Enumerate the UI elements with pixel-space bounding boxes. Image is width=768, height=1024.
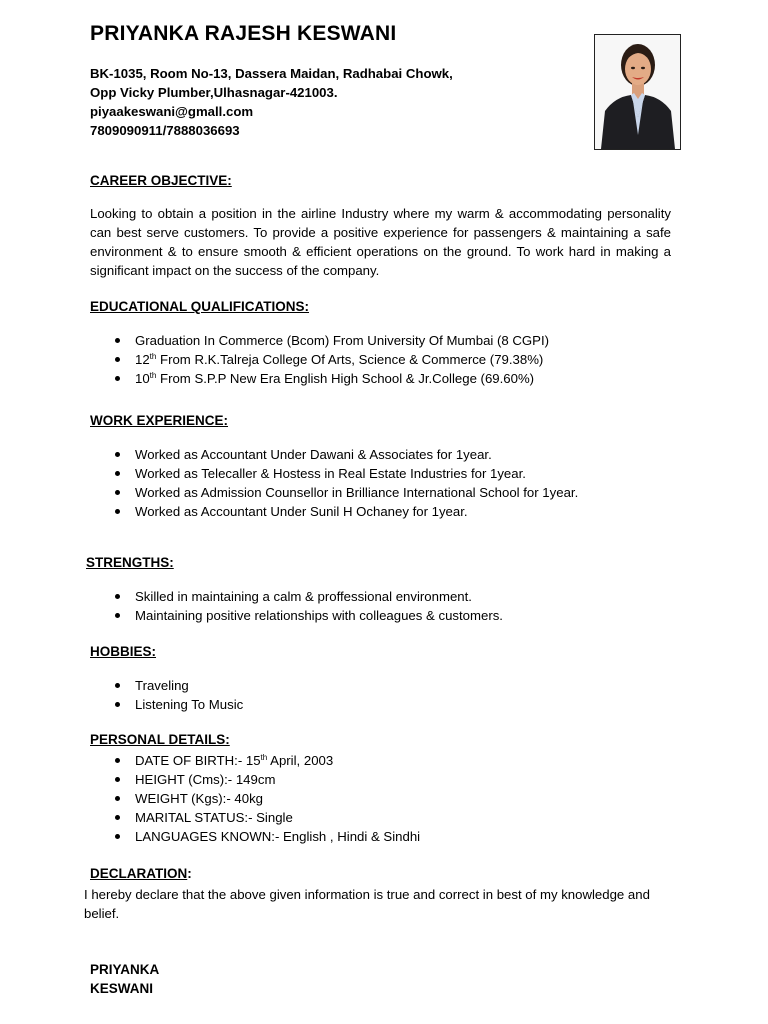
ordinal-suffix: th <box>149 371 157 380</box>
education-heading: EDUCATIONAL QUALIFICATIONS: <box>90 299 309 314</box>
education-item-3-grade: 10 <box>135 371 150 386</box>
list-item: Worked as Accountant Under Sunil H Ochaney for 1year. <box>90 502 578 521</box>
list-item: Maintaining positive relationships with colleagues & customers. <box>90 606 503 625</box>
contact-block <box>90 64 453 140</box>
strengths-heading: STRENGTHS: <box>86 555 174 570</box>
list-item: MARITAL STATUS:- Single <box>90 808 420 827</box>
list-item: Worked as Telecaller & Hostess in Real Estate Industries for 1year. <box>90 464 578 483</box>
career-objective-text: Looking to obtain a position in the airline Industry where my warm & accommodating personality can best serve customers. To provide a positive experience for passengers & maintaining a safe environment & to ensure smooth & efficient operations on the ground. To work hard in making a significant impact on the success of the company. <box>90 206 671 278</box>
work-experience-heading: WORK EXPERIENCE: <box>90 413 229 428</box>
address-line-2: Opp Vicky Plumber,Ulhasnagar-421003. <box>90 85 338 100</box>
career-objective-heading: CAREER OBJECTIVE: <box>90 173 232 188</box>
list-item: Worked as Admission Counsellor in Brilliance International School for 1year. <box>90 483 578 502</box>
list-item: Listening To Music <box>90 695 243 714</box>
email-address: piyaakeswani@gmall.com <box>90 104 254 119</box>
education-item-3-text: From S.P.P New Era English High School & Jr.College (69.60%) <box>156 371 535 386</box>
declaration-colon: : <box>187 866 192 881</box>
signature-line-2: KESWANI <box>90 981 154 996</box>
personal-details-list <box>90 751 420 846</box>
hobbies-heading: HOBBIES: <box>90 644 157 659</box>
date-of-birth-value: April, 2003 <box>267 753 334 768</box>
ordinal-suffix: th <box>149 352 157 361</box>
list-item: Skilled in maintaining a calm & proffessional environment. <box>90 587 503 606</box>
phone-numbers: 7809090911/7888036693 <box>90 123 240 138</box>
hobbies-list <box>90 676 243 714</box>
education-list <box>90 331 549 388</box>
list-item: Traveling <box>90 676 243 695</box>
list-item: WEIGHT (Kgs):- 40kg <box>90 789 420 808</box>
address-line-1: BK-1035, Room No-13, Dassera Maidan, Radhabai Chowk, <box>90 66 453 81</box>
ordinal-suffix: th <box>260 753 268 762</box>
declaration-heading-wrap <box>90 866 192 881</box>
list-item <box>90 350 549 369</box>
education-item-2-text: From R.K.Talreja College Of Arts, Science & Commerce (79.38%) <box>156 352 544 367</box>
list-item <box>90 751 420 770</box>
candidate-name: PRIYANKA RAJESH KESWANI <box>90 22 397 45</box>
list-item <box>90 331 549 350</box>
list-item <box>90 369 549 388</box>
personal-details-heading: PERSONAL DETAILS: <box>90 732 230 747</box>
signature-block <box>90 960 159 998</box>
list-item: LANGUAGES KNOWN:- English , Hindi & Sindhi <box>90 827 420 846</box>
list-item: Worked as Accountant Under Dawani & Associates for 1year. <box>90 445 578 464</box>
date-of-birth-label: DATE OF BIRTH:- 15 <box>135 753 261 768</box>
declaration-heading: DECLARATION <box>90 866 188 881</box>
education-item-1: Graduation In Commerce (Bcom) From University Of Mumbai (8 CGPI) <box>135 333 550 348</box>
signature-line-1: PRIYANKA <box>90 962 160 977</box>
list-item: HEIGHT (Cms):- 149cm <box>90 770 420 789</box>
profile-photo <box>594 34 681 150</box>
declaration-text: I hereby declare that the above given information is true and correct in best of my knowledge and belief. <box>84 887 650 921</box>
work-experience-list <box>90 445 578 521</box>
education-item-2-grade: 12 <box>135 352 150 367</box>
strengths-list <box>90 587 503 625</box>
